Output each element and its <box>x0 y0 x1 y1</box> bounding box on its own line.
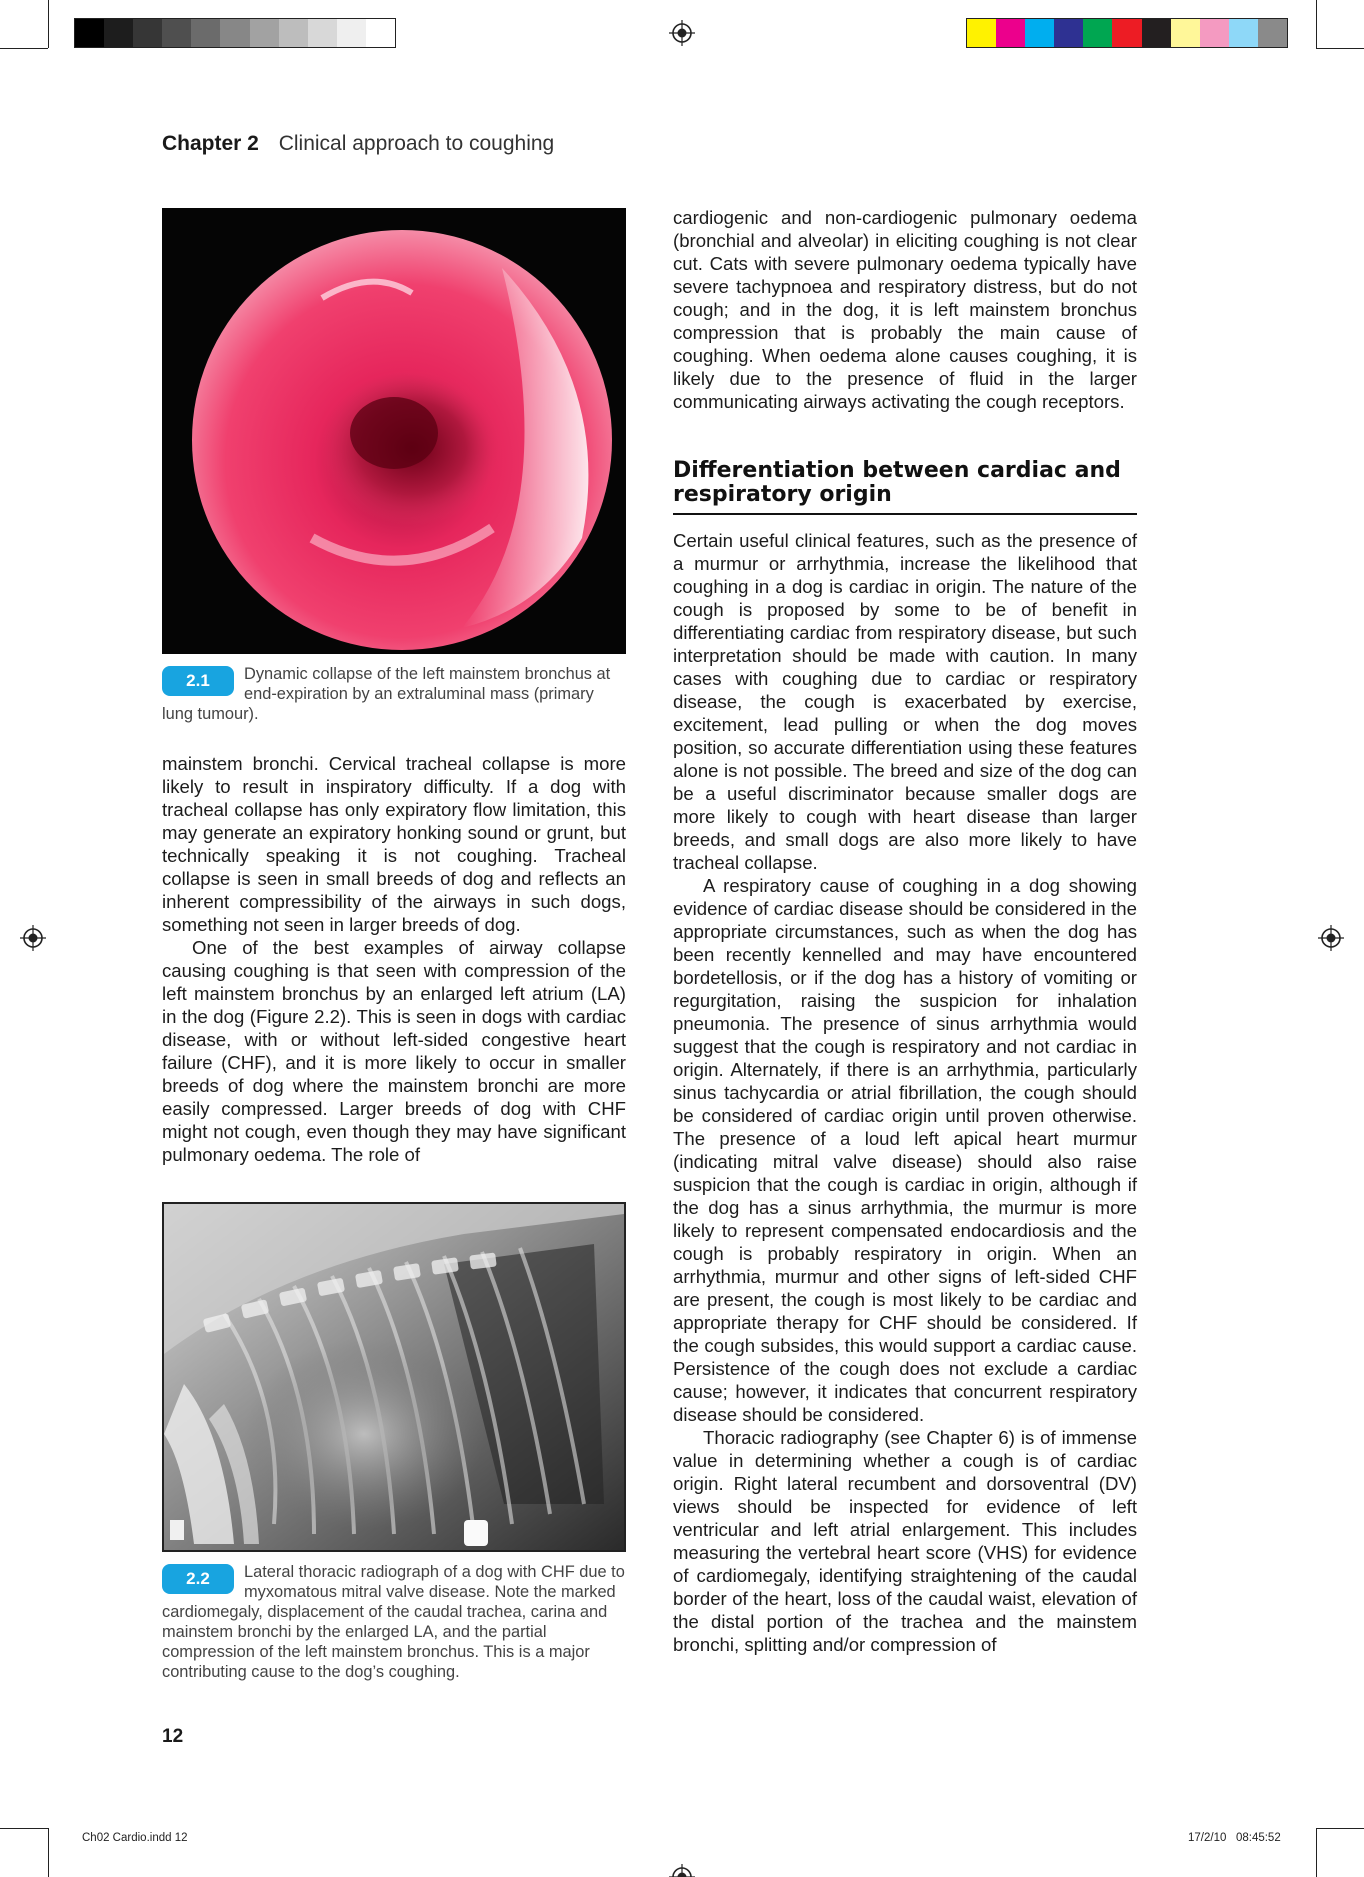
figure-number-badge: 2.1 <box>162 666 234 696</box>
calibration-swatch <box>104 19 133 47</box>
figure-number-badge: 2.2 <box>162 1564 234 1594</box>
crop-mark <box>0 1828 48 1829</box>
calibration-swatch <box>220 19 249 47</box>
calibration-swatch <box>250 19 279 47</box>
calibration-swatch <box>1025 19 1054 47</box>
crop-mark <box>1316 1828 1317 1877</box>
crop-mark <box>48 1828 49 1877</box>
registration-mark-icon <box>669 20 695 46</box>
calibration-swatch <box>1171 19 1200 47</box>
crop-mark <box>1316 1828 1364 1829</box>
figure-2-1-caption <box>162 664 626 724</box>
crop-mark <box>1316 48 1364 49</box>
calibration-swatch <box>279 19 308 47</box>
paragraph: Certain useful clinical features, such as the presence of a murmur or arrhythmia, increase the likelihood that coughing in a dog is cardiac in origin. The nature of the cough is proposed by some to be of benefit in differentiating cardiac from respiratory disease, but such interpretation should be made with caution. In many cases with coughing due to cardiac or respiratory disease, the cough is exacerbated by exercise, excitement, lead pulling or when the dog moves position, so accurate differentiation using these features alone is not possible. The breed and size of the dog can be a useful discriminator because smaller dogs are more likely to cough with heart disease than larger breeds, and small dogs are also more likely to have tracheal collapse. <box>673 530 1137 873</box>
left-column <box>162 208 626 1682</box>
calibration-swatch <box>996 19 1025 47</box>
body-text-block <box>673 206 1137 413</box>
chapter-label: Chapter 2 <box>162 132 259 155</box>
calibration-swatch <box>1142 19 1171 47</box>
calibration-swatch <box>366 19 395 47</box>
colour-calibration-strip <box>966 18 1288 48</box>
registration-mark-icon <box>669 1864 695 1877</box>
calibration-swatch <box>162 19 191 47</box>
body-text-block <box>162 752 626 1166</box>
figure-caption-text: Lateral thoracic radiograph of a dog with CHF due to myxomatous mitral valve disease. Note the marked cardiomegaly, displacement of the caudal trachea, carina and mainstem bronchi by the enlarged LA, and the partial compression of the left mainstem bronchus. This is a major contributing cause to the dog’s coughing. <box>162 1563 625 1681</box>
paragraph: A respiratory cause of coughing in a dog showing evidence of cardiac disease should be considered in the appropriate circumstances, such as when the dog has been recently kennelled and may have encountered bordetellosis, or if the dog has a history of vomiting or regurgitation, raising the suspicion for inhalation pneumonia. The presence of sinus arrhythmia would suggest that the cough is respiratory and not cardiac in origin. Alternately, if there is an arrhythmia, particularly sinus tachycardia or atrial fibrillation, the cough should be considered of cardiac origin until proven otherwise. The presence of a loud left apical heart murmur (indicating mitral valve disease) should also raise suspicion that the cough is cardiac in origin, although if the dog has a sinus arrhythmia, the murmur is more likely to represent compensated endocardiosis and the cough is probably respiratory in origin. When an arrhythmia, murmur and other signs of left-sided CHF are present, the cough is most likely to be cardiac and appropriate therapy for CHF should be considered. If the cough subsides, this would support a cardiac cause. Persistence of the cough does not exclude a cardiac cause; however, it indicates that concurrent respiratory disease should be considered. <box>673 875 1137 1425</box>
calibration-swatch <box>1229 19 1258 47</box>
calibration-swatch <box>308 19 337 47</box>
page-number: 12 <box>162 1726 184 1747</box>
section-heading: Differentiation between cardiac and respiratory origin <box>673 459 1137 515</box>
crop-mark <box>0 48 48 49</box>
calibration-swatch <box>1258 19 1287 47</box>
calibration-swatch <box>337 19 366 47</box>
calibration-swatch <box>1083 19 1112 47</box>
paragraph: mainstem bronchi. Cervical tracheal collapse is more likely to result in inspiratory difficulty. If a dog with tracheal collapse has only expiratory flow limitation, this may generate an expiratory honking sound or grunt, but technically speaking it is not coughing. Tracheal collapse is seen in small breeds of dog and reflects an inherent compressibility of the airways in such dogs, something not seen in larger breeds of dog. <box>162 753 626 935</box>
paragraph: One of the best examples of airway collapse causing coughing is that seen with compression of the left mainstem bronchus by an enlarged left atrium (LA) in the dog (Figure 2.2). This is seen in dogs with cardiac disease, with or without left-sided congestive heart failure (CHF), and it is more likely to occur in smaller breeds of dog where the mainstem bronchi are more easily compressed. Larger breeds of dog with CHF might not cough, even though they may have significant pulmonary oedema. The role of <box>162 937 626 1165</box>
calibration-swatch <box>191 19 220 47</box>
figure-2-1-endoscopy-image <box>162 208 626 654</box>
crop-mark <box>48 0 49 48</box>
right-column <box>673 206 1137 1656</box>
body-text-block <box>673 529 1137 1656</box>
paragraph: cardiogenic and non-cardiogenic pulmonary oedema (bronchial and alveolar) in eliciting coughing is not clear cut. Cats with severe pulmonary oedema typically have severe tachypnoea and respiratory distress, but do not cough; and in the dog, it is left mainstem bronchus compression that is probably the main cause of coughing. When oedema alone causes coughing, it is likely due to the presence of fluid in the larger communicating airways activating the cough receptors. <box>673 207 1137 412</box>
print-slug-timestamp: 17/2/10 08:45:52 <box>1188 1832 1281 1844</box>
calibration-swatch <box>1200 19 1229 47</box>
figure-2-2-radiograph-image <box>162 1202 626 1552</box>
greyscale-calibration-strip <box>74 18 396 48</box>
calibration-swatch <box>133 19 162 47</box>
running-header <box>162 132 554 156</box>
calibration-swatch <box>1054 19 1083 47</box>
registration-mark-icon <box>1318 925 1344 951</box>
paragraph: Thoracic radiography (see Chapter 6) is of immense value in determining whether a cough is of cardiac origin. Right lateral recumbent and dorsoventral (DV) views should be inspected for evidence of left ventricular and left atrial enlargement. This includes measuring the vertebral heart score (VHS) for evidence of cardiomegaly, identifying straightening of the caudal border of the heart, loss of the caudal waist, elevation of the distal portion of the trachea and the mainstem bronchi, splitting and/or compression of <box>673 1427 1137 1655</box>
print-slug-file: Ch02 Cardio.indd 12 <box>82 1832 188 1844</box>
chapter-title: Clinical approach to coughing <box>278 132 555 155</box>
registration-mark-icon <box>20 925 46 951</box>
crop-mark <box>1316 0 1317 48</box>
calibration-swatch <box>967 19 996 47</box>
calibration-swatch <box>1112 19 1141 47</box>
calibration-swatch <box>75 19 104 47</box>
figure-caption-text: Dynamic collapse of the left mainstem bronchus at end-expiration by an extraluminal mass (primary lung tumour). <box>162 665 611 723</box>
figure-2-2-caption <box>162 1562 626 1682</box>
